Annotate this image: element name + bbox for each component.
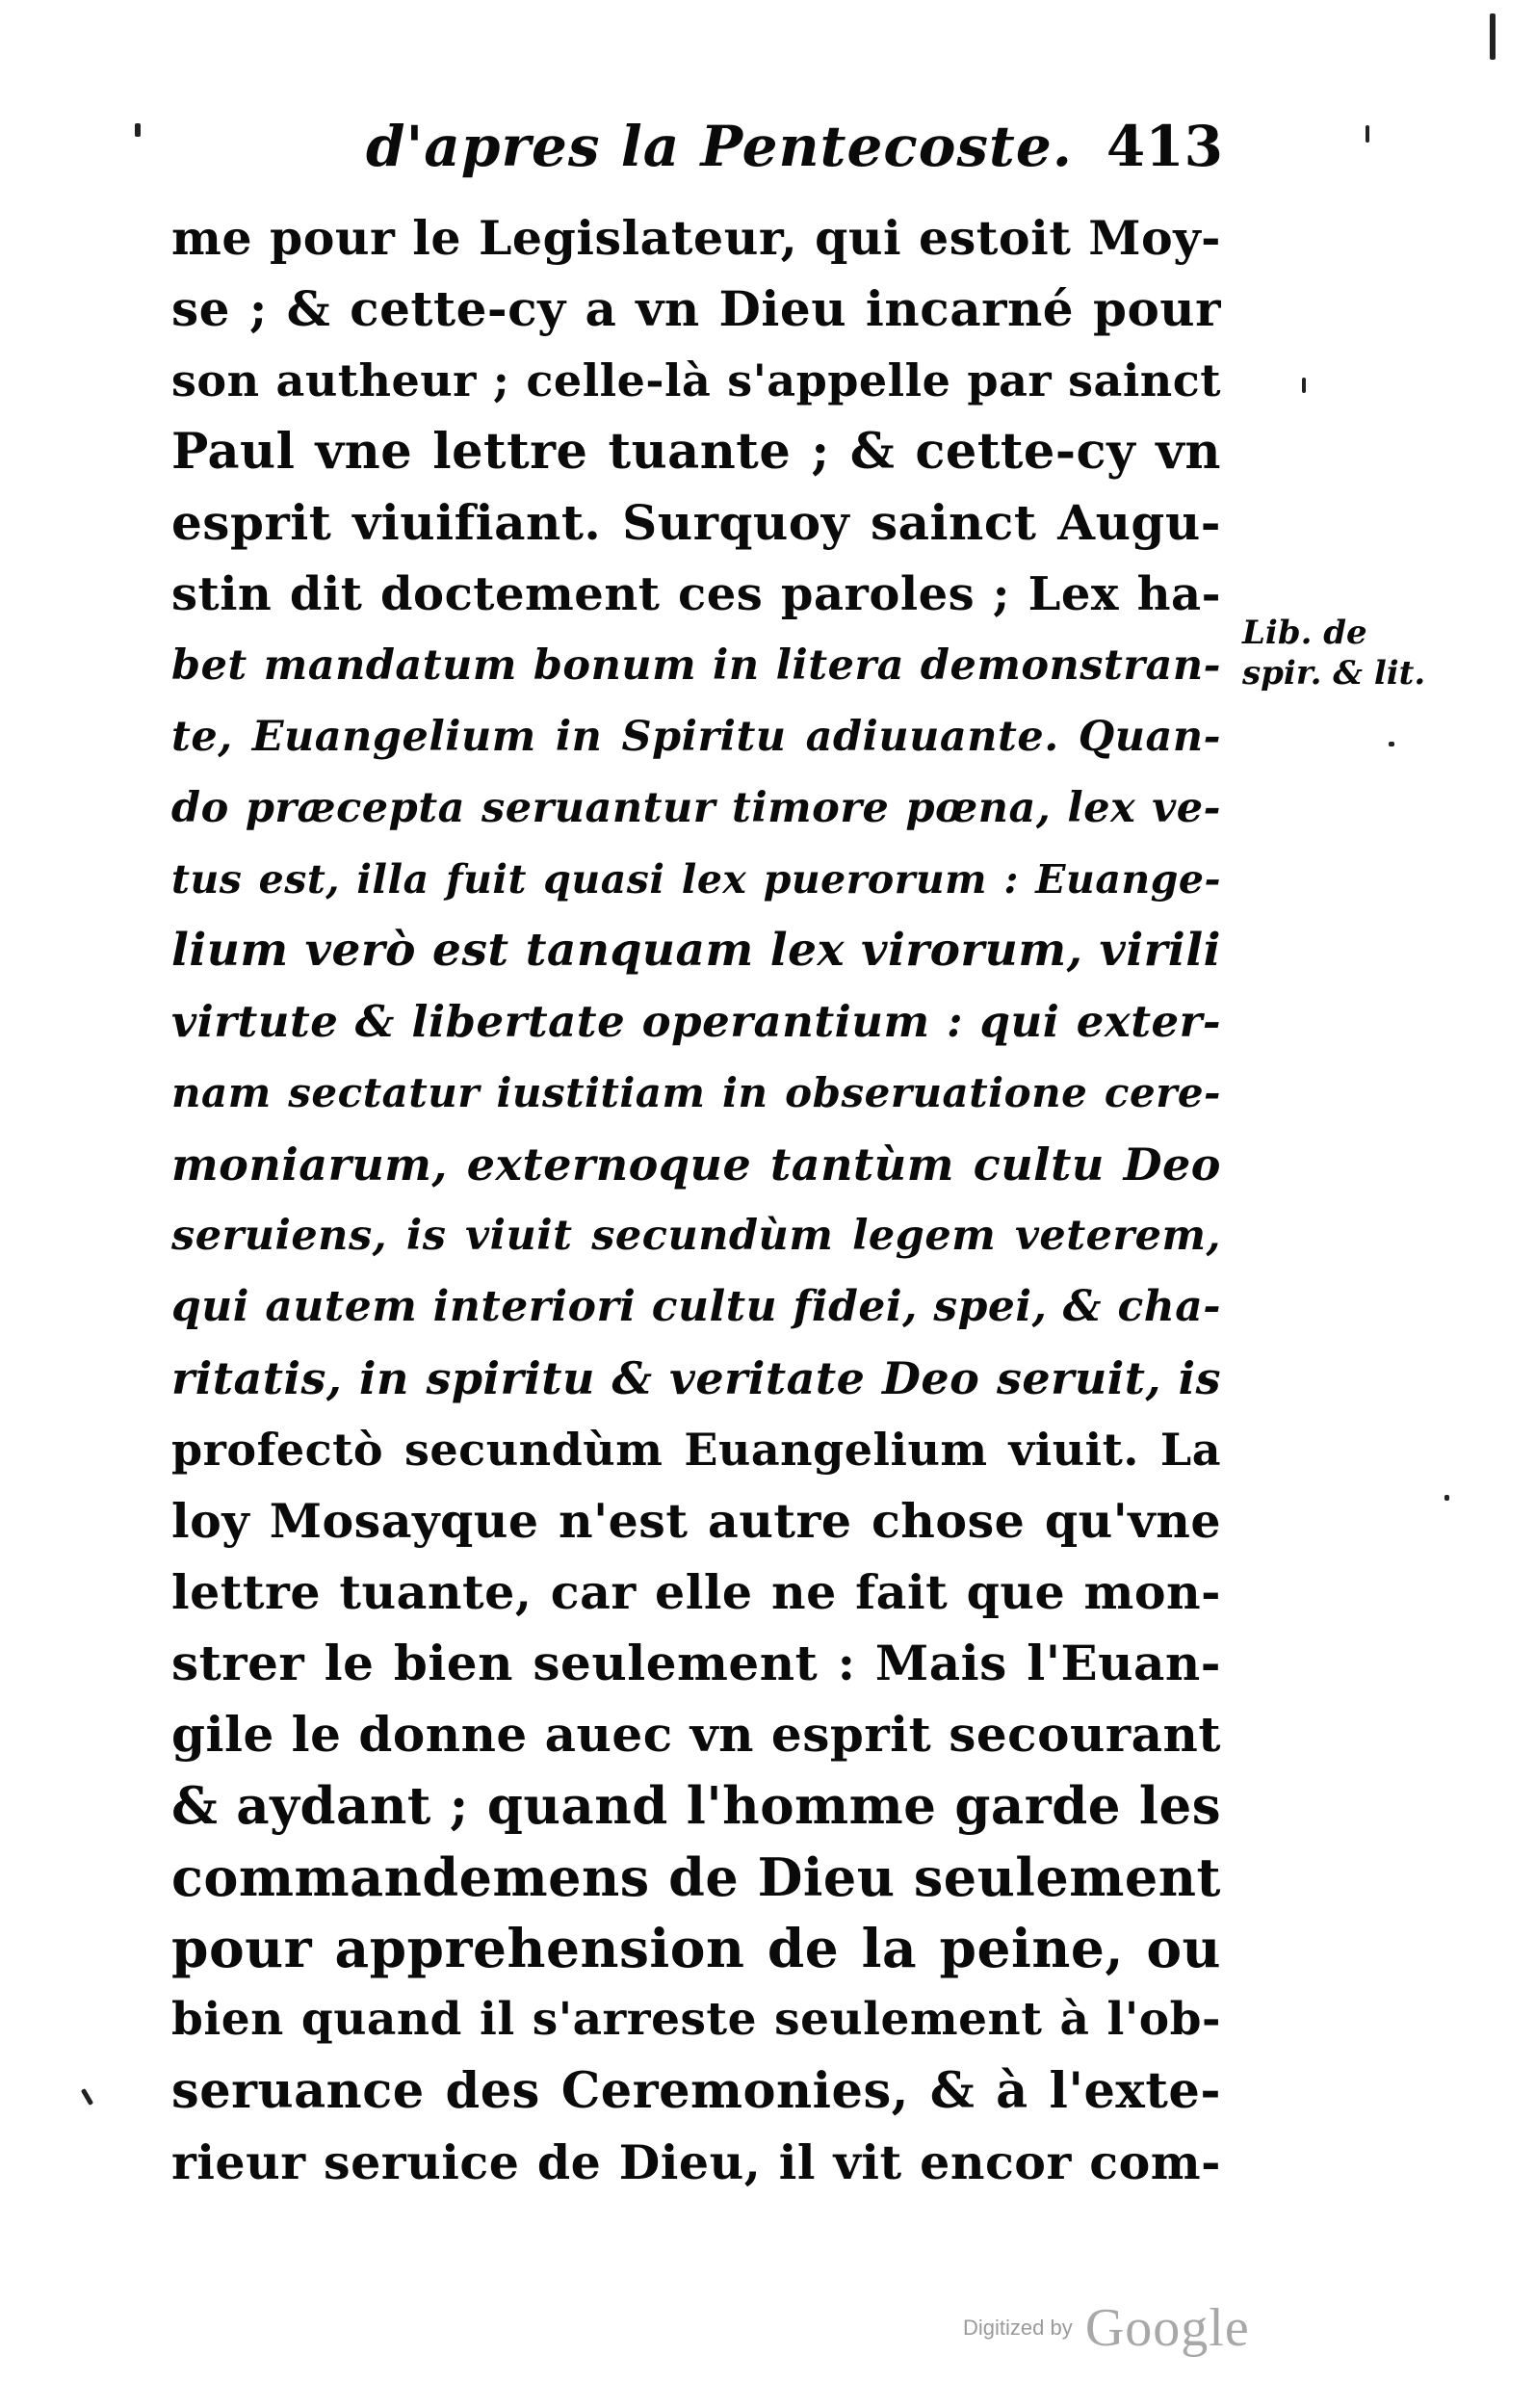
text-line: loy Mosayque n'est autre chose qu'vne (171, 1493, 1221, 1549)
page-header (308, 114, 1223, 191)
text-line: stin dit doctement ces paroles ; Lex ha- (171, 567, 1221, 621)
text-line: rieur seruice de Dieu, il vit encor com- (171, 2134, 1221, 2190)
text-line: commandemens de Dieu seulement (171, 1846, 1221, 1908)
text-line: me pour le Legislateur, qui estoit Moy- (171, 210, 1221, 266)
scan-speck (81, 2088, 93, 2106)
scan-speck (135, 123, 141, 137)
google-logo: Google (1084, 2298, 1250, 2358)
scan-speck (1366, 125, 1369, 143)
text-line: pour apprehension de la peine, ou (171, 1917, 1221, 1979)
text-line: te, Euangelium in Spiritu adiuuante. Quan- (171, 713, 1221, 761)
text-line: lettre tuante, car elle ne fait que mon- (171, 1564, 1221, 1620)
text-line: & aydant ; quand l'homme garde les (171, 1776, 1222, 1836)
scan-speck (1302, 378, 1306, 393)
text-line: moniarum, externoque tantùm cultu Deo (171, 1139, 1221, 1191)
text-line: ritatis, in spiritu & veritate Deo seruit, is (171, 1352, 1221, 1404)
text-line: tus est, illa fuit quasi lex puerorum : Euange- (171, 856, 1221, 903)
text-line: qui autem interiori cultu fidei, spei, & cha- (171, 1282, 1221, 1331)
page-number: 413 (1106, 114, 1223, 179)
watermark-prefix: Digitized by (963, 2316, 1073, 2340)
text-line: seruiens, is viuit secundùm legem veterem, (171, 1212, 1221, 1260)
margin-note-line: Lib. de (1242, 614, 1367, 652)
text-line: Paul vne lettre tuante ; & cette-cy vn (171, 423, 1221, 481)
text-line: gile le donne auec vn esprit secourant (171, 1706, 1221, 1763)
text-line: seruance des Ceremonies, & à l'exte- (171, 2062, 1221, 2120)
scan-speck (1389, 742, 1394, 746)
text-line: lium verò est tanquam lex virorum, virili (171, 924, 1221, 977)
text-line: bien quand il s'arreste seulement à l'ob- (171, 1993, 1221, 2046)
text-line: son autheur ; celle-là s'appelle par sainct (171, 354, 1221, 406)
margin-note (1242, 613, 1473, 694)
text-line: esprit viuifiant. Surquoy sainct Augu- (171, 494, 1221, 551)
text-line: profectò secundùm Euangelium viuit. La (171, 1424, 1221, 1476)
text-line: strer le bien seulement : Mais l'Euan- (171, 1635, 1221, 1691)
text-line: virtute & libertate operantium : qui exter- (171, 996, 1221, 1047)
scan-speck (1444, 1495, 1449, 1501)
text-line: do præcepta seruantur timore pœna, lex ve- (171, 784, 1221, 832)
scan-speck (1490, 13, 1496, 60)
margin-note-line: spir. & lit. (1242, 654, 1426, 693)
text-line: nam sectatur iustitiam in obseruatione cere- (171, 1069, 1221, 1116)
running-head: d'apres la Pentecoste. (366, 114, 1073, 179)
digitization-watermark (963, 2297, 1250, 2358)
text-line: bet mandatum bonum in litera demonstran- (171, 641, 1221, 690)
text-line: se ; & cette-cy a vn Dieu incarné pour (171, 280, 1221, 337)
